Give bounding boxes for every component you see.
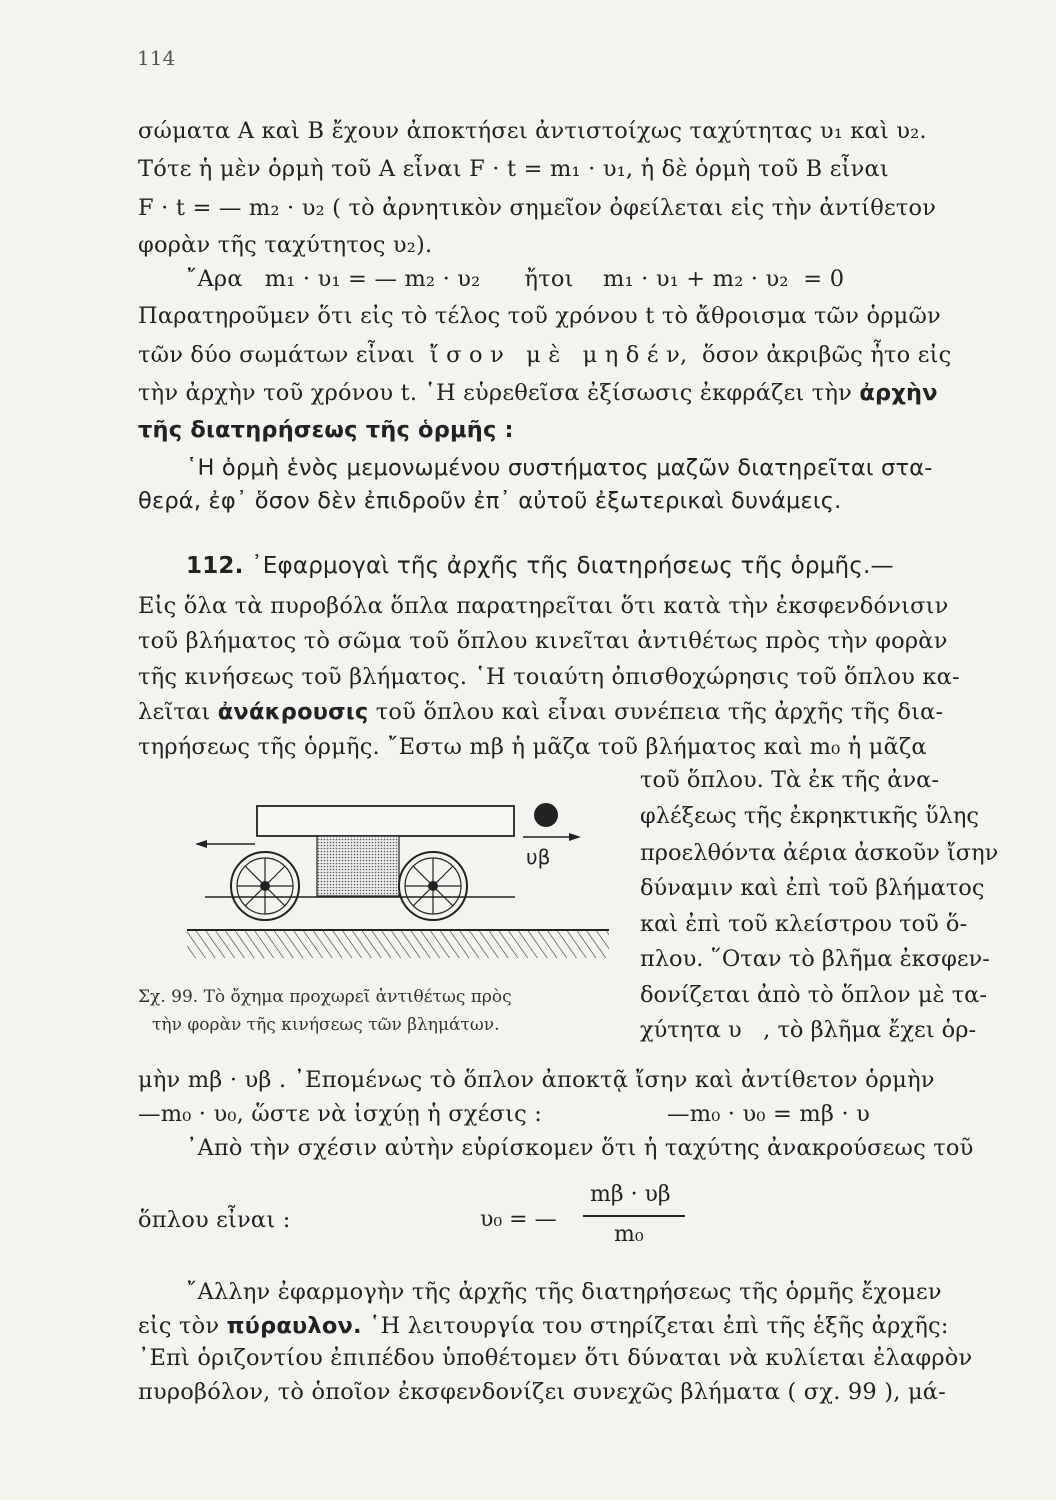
text-fragment: ῾Η λειτουργία του στηρίζεται ἐπὶ τῆς ἑξῆς ἀρχῆς: (369, 1313, 949, 1339)
text-line: μὴν mβ · υβ . ᾽Επομένως τὸ ὅπλον ἀποκτᾷ ἴσην καὶ ἀντίθετον ὁρμὴν (138, 1067, 935, 1093)
barrel (257, 806, 514, 836)
bold-term: πύραυλον. (226, 1313, 362, 1339)
text-line (138, 699, 943, 725)
formula-lhs: υ₀ = — (480, 1207, 557, 1232)
formula-numerator: mβ · υβ (590, 1182, 671, 1207)
text-line: ῎Αλλην ἐφαρμογὴν τῆς ἀρχῆς τῆς διατηρήσεως τῆς ὁρμῆς ἔχομεν (186, 1279, 942, 1305)
text-line: F · t = — m₂ · υ₂ ( τὸ ἀρνητικὸν σημεῖον ὀφείλεται εἰς τὴν ἀντίθετον (138, 195, 937, 221)
formula-denominator: m₀ (614, 1222, 644, 1247)
section-title: ᾽Εφαρμογαὶ τῆς ἀρχῆς τῆς διατηρήσεως τῆς ὁρμῆς.— (251, 553, 894, 579)
fraction-bar (583, 1215, 685, 1217)
text-line: φορὰν τῆς ταχύτητος υ₂). (138, 232, 433, 258)
recoil-arrow (195, 840, 255, 848)
text-line: τοῦ ὅπλου. Τὰ ἐκ τῆς ἀνα- (640, 767, 939, 793)
section-number: 112. (186, 553, 244, 579)
text-line: —m₀ · υ₀, ὥστε νὰ ἰσχύῃ ἡ σχέσις : (138, 1101, 543, 1127)
law-statement: ῾Η ὁρμὴ ἑνὸς μεμονωμένου συστήματος μαζῶν διατηρεῖται στα- (186, 455, 933, 481)
text-line: πυροβόλον, τὸ ὁποῖον ἐκσφενδονίζει συνεχῶς βλήματα ( σχ. 99 ), μά- (138, 1379, 946, 1405)
bold-term: ἀνάκρουσις (217, 699, 369, 725)
text-fragment: τὴν ἀρχὴν τοῦ χρόνου t. ῾Η εὑρεθεῖσα ἐξίσωσις ἐκφράζει τὴν (138, 380, 852, 406)
section-heading (186, 553, 894, 579)
wheel (399, 852, 467, 920)
text-line: Τότε ἡ μὲν ὁρμὴ τοῦ A εἶναι F · t = m₁ · υ₁, ἡ δὲ ὁρμὴ τοῦ B εἶναι (138, 156, 889, 182)
cart-body (317, 836, 399, 896)
text-line: τηρήσεως τῆς ὁρμῆς. ῎Εστω mβ ἡ μᾶζα τοῦ βλήματος καὶ m₀ ἡ μᾶζα (138, 734, 927, 760)
text-line: σώματα A καὶ B ἔχουν ἀποκτήσει ἀντιστοίχως ταχύτητας υ₁ καὶ υ₂. (138, 118, 927, 144)
text-line: Εἰς ὅλα τὰ πυροβόλα ὅπλα παρατηρεῖται ὅτι κατὰ τὴν ἐκσφενδόνισιν (138, 593, 949, 619)
text-line: προελθόντα ἀέρια ἀσκοῦν ἴσην (640, 840, 999, 866)
text-line: τῶν δύο σωμάτων εἶναι ἴ σ ο ν μ ὲ μ η δ έ ν, ὅσον ἀκριβῶς ἦτο εἰς (138, 342, 952, 368)
bold-line: τῆς διατηρήσεως τῆς ὁρμῆς : (138, 417, 514, 443)
text-line: φλέξεως τῆς ἐκρηκτικῆς ὕλης (640, 803, 979, 829)
text-line: δονίζεται ἀπὸ τὸ ὅπλον μὲ τα- (640, 982, 987, 1008)
text-line: χύτητα υ , τὸ βλῆμα ἔχει ὁρ- (640, 1017, 977, 1043)
text-line (138, 1313, 949, 1339)
velocity-label: υβ (526, 845, 551, 869)
text-line: τῆς κινήσεως τοῦ βλήματος. ῾Η τοιαύτη ὀπισθοχώρησις τοῦ ὅπλου κα- (138, 664, 960, 690)
text-line: ᾽Απὸ τὴν σχέσιν αὐτὴν εὑρίσκομεν ὅτι ἡ ταχύτης ἀνακρούσεως τοῦ (186, 1135, 974, 1161)
page-number: 114 (137, 46, 176, 70)
projectile (534, 803, 558, 827)
text-fragment: εἰς τὸν (138, 1313, 220, 1339)
text-fragment: λεῖται (138, 699, 211, 725)
text-line (138, 380, 938, 406)
text-line: καὶ ἐπὶ τοῦ κλείστρου τοῦ ὅ- (640, 911, 968, 937)
wheel (231, 852, 299, 920)
text-line: ὅπλου εἶναι : (138, 1207, 291, 1233)
text-line: δύναμιν καὶ ἐπὶ τοῦ βλήματος (640, 875, 985, 901)
equation-line: ῎Αρα m₁ · υ₁ = — m₂ · υ₂ ἤτοι m₁ · υ₁ + m₂ · υ₂ = 0 (186, 266, 845, 292)
text-fragment: τοῦ ὅπλου καὶ εἶναι συνέπεια τῆς ἀρχῆς τῆς δια- (375, 699, 944, 725)
equation: —m₀ · υ₀ = mβ · υ (667, 1101, 871, 1127)
text-line: πλου. ῞Οταν τὸ βλῆμα ἐκσφεν- (640, 946, 990, 972)
text-line: ᾽Επὶ ὁριζοντίου ἐπιπέδου ὑποθέτομεν ὅτι δύναται νὰ κυλίεται ἐλαφρὸν (138, 1345, 973, 1371)
figure-caption: Σχ. 99. Τὸ ὄχημα προχωρεῖ ἀντιθέτως πρὸς (138, 987, 512, 1007)
ground (187, 930, 609, 958)
text-line: τοῦ βλήματος τὸ σῶμα τοῦ ὅπλου κινεῖται ἀντιθέτως πρὸς τὴν φορὰν (138, 628, 948, 654)
figure-caption: τὴν φορὰν τῆς κινήσεως τῶν βλημάτων. (152, 1015, 500, 1035)
cart-figure (185, 790, 615, 970)
law-statement: θερά, ἐφ᾽ ὅσον δὲν ἐπιδροῦν ἐπ᾽ αὐτοῦ ἐξωτερικαὶ δυνάμεις. (138, 488, 842, 514)
text-line: Παρατηροῦμεν ὅτι εἰς τὸ τέλος τοῦ χρόνου t τὸ ἄθροισμα τῶν ὁρμῶν (138, 303, 941, 329)
projectile-velocity-arrow (523, 833, 581, 841)
bold-term: ἀρχὴν (859, 380, 938, 406)
